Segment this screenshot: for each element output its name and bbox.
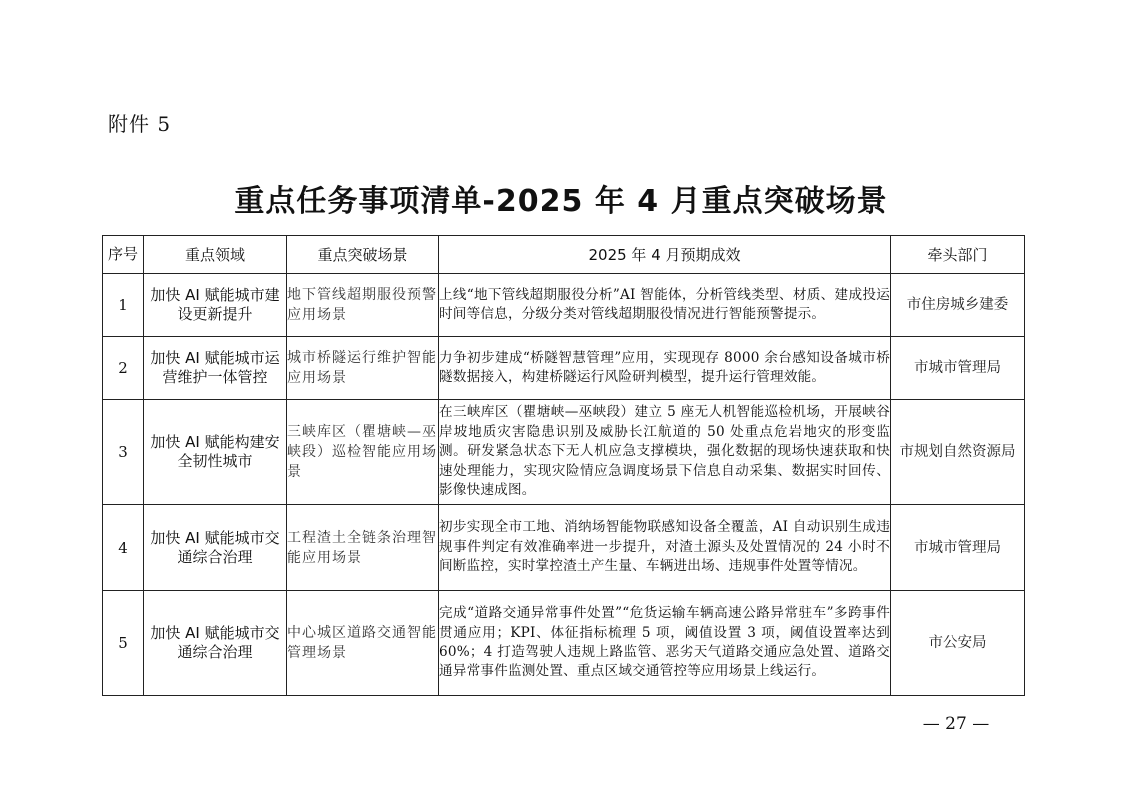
document-title: 重点任务事项清单-2025 年 4 月重点突破场景 (234, 184, 888, 219)
row-area: 加快 AI 赋能城市交通综合治理 (144, 505, 287, 591)
row-result: 力争初步建成“桥隧智慧管理”应用，实现现存 8000 余台感知设备城市桥隧数据接入，构建桥隧运行风险研判模型，提升运行管理效能。 (439, 337, 891, 400)
row-area: 加快 AI 赋能城市运营维护一体管控 (144, 337, 287, 400)
table-header-row (103, 236, 1025, 274)
row-dept: 市公安局 (891, 591, 1025, 696)
table-row (103, 337, 1025, 400)
row-area: 加快 AI 赋能城市交通综合治理 (144, 591, 287, 696)
page-number: — 27 — (922, 714, 990, 734)
row-result: 上线“地下管线超期服役分析”AI 智能体，分析管线类型、材质、建成投运时间等信息，分级分类对管线超期服役情况进行智能预警提示。 (439, 274, 891, 337)
row-scene: 中心城区道路交通智能管理场景 (287, 591, 439, 696)
row-scene: 城市桥隧运行维护智能应用场景 (287, 337, 439, 400)
row-seq: 5 (103, 591, 144, 696)
row-dept: 市住房城乡建委 (891, 274, 1025, 337)
row-result: 初步实现全市工地、消纳场智能物联感知设备全覆盖，AI 自动识别生成违规事件判定有效准确率进一步提升，对渣土源头及处置情况的 24 小时不间断监控，实时掌控渣土产生量、车辆进出场、违规事件处置等情况。 (439, 505, 891, 591)
row-result: 在三峡库区（瞿塘峡—巫峡段）建立 5 座无人机智能巡检机场，开展峡谷岸坡地质灾害隐患识别及威胁长江航道的 50 处重点危岩地灾的形变监测。研发紧急状态下无人机应急支撑模块，强化数据的现场快速获取和快速处理能力，实现灾险情应急调度场景下信息自动采集、数据实时回传、影像快速成图。 (439, 400, 891, 505)
table-row (103, 400, 1025, 505)
row-seq: 1 (103, 274, 144, 337)
row-seq: 3 (103, 400, 144, 505)
page-number-wrap (0, 714, 1122, 734)
header-area: 重点领域 (144, 236, 287, 274)
task-table (102, 235, 1025, 696)
row-seq: 2 (103, 337, 144, 400)
row-area: 加快 AI 赋能构建安全韧性城市 (144, 400, 287, 505)
row-dept: 市城市管理局 (891, 505, 1025, 591)
table-row (103, 274, 1025, 337)
row-dept: 市城市管理局 (891, 337, 1025, 400)
table-row (103, 591, 1025, 696)
row-scene: 地下管线超期服役预警应用场景 (287, 274, 439, 337)
row-area: 加快 AI 赋能城市建设更新提升 (144, 274, 287, 337)
header-dept: 牵头部门 (891, 236, 1025, 274)
header-result: 2025 年 4 月预期成效 (439, 236, 891, 274)
attachment-label: 附件 5 (108, 112, 172, 136)
header-seq: 序号 (103, 236, 144, 274)
row-seq: 4 (103, 505, 144, 591)
table-row (103, 505, 1025, 591)
row-scene: 三峡库区（瞿塘峡—巫峡段）巡检智能应用场景 (287, 400, 439, 505)
header-scene: 重点突破场景 (287, 236, 439, 274)
row-scene: 工程渣土全链条治理智能应用场景 (287, 505, 439, 591)
row-result: 完成“道路交通异常事件处置”“危货运输车辆高速公路异常驻车”多跨事件贯通应用；KPI、体征指标梳理 5 项，阈值设置 3 项，阈值设置率达到 60%；4 打造驾驶人违规上路监管、恶劣天气道路交通应急处置、道路交通异常事件监测处置、重点区域交通管控等应用场景上线运行。 (439, 591, 891, 696)
row-dept: 市规划自然资源局 (891, 400, 1025, 505)
